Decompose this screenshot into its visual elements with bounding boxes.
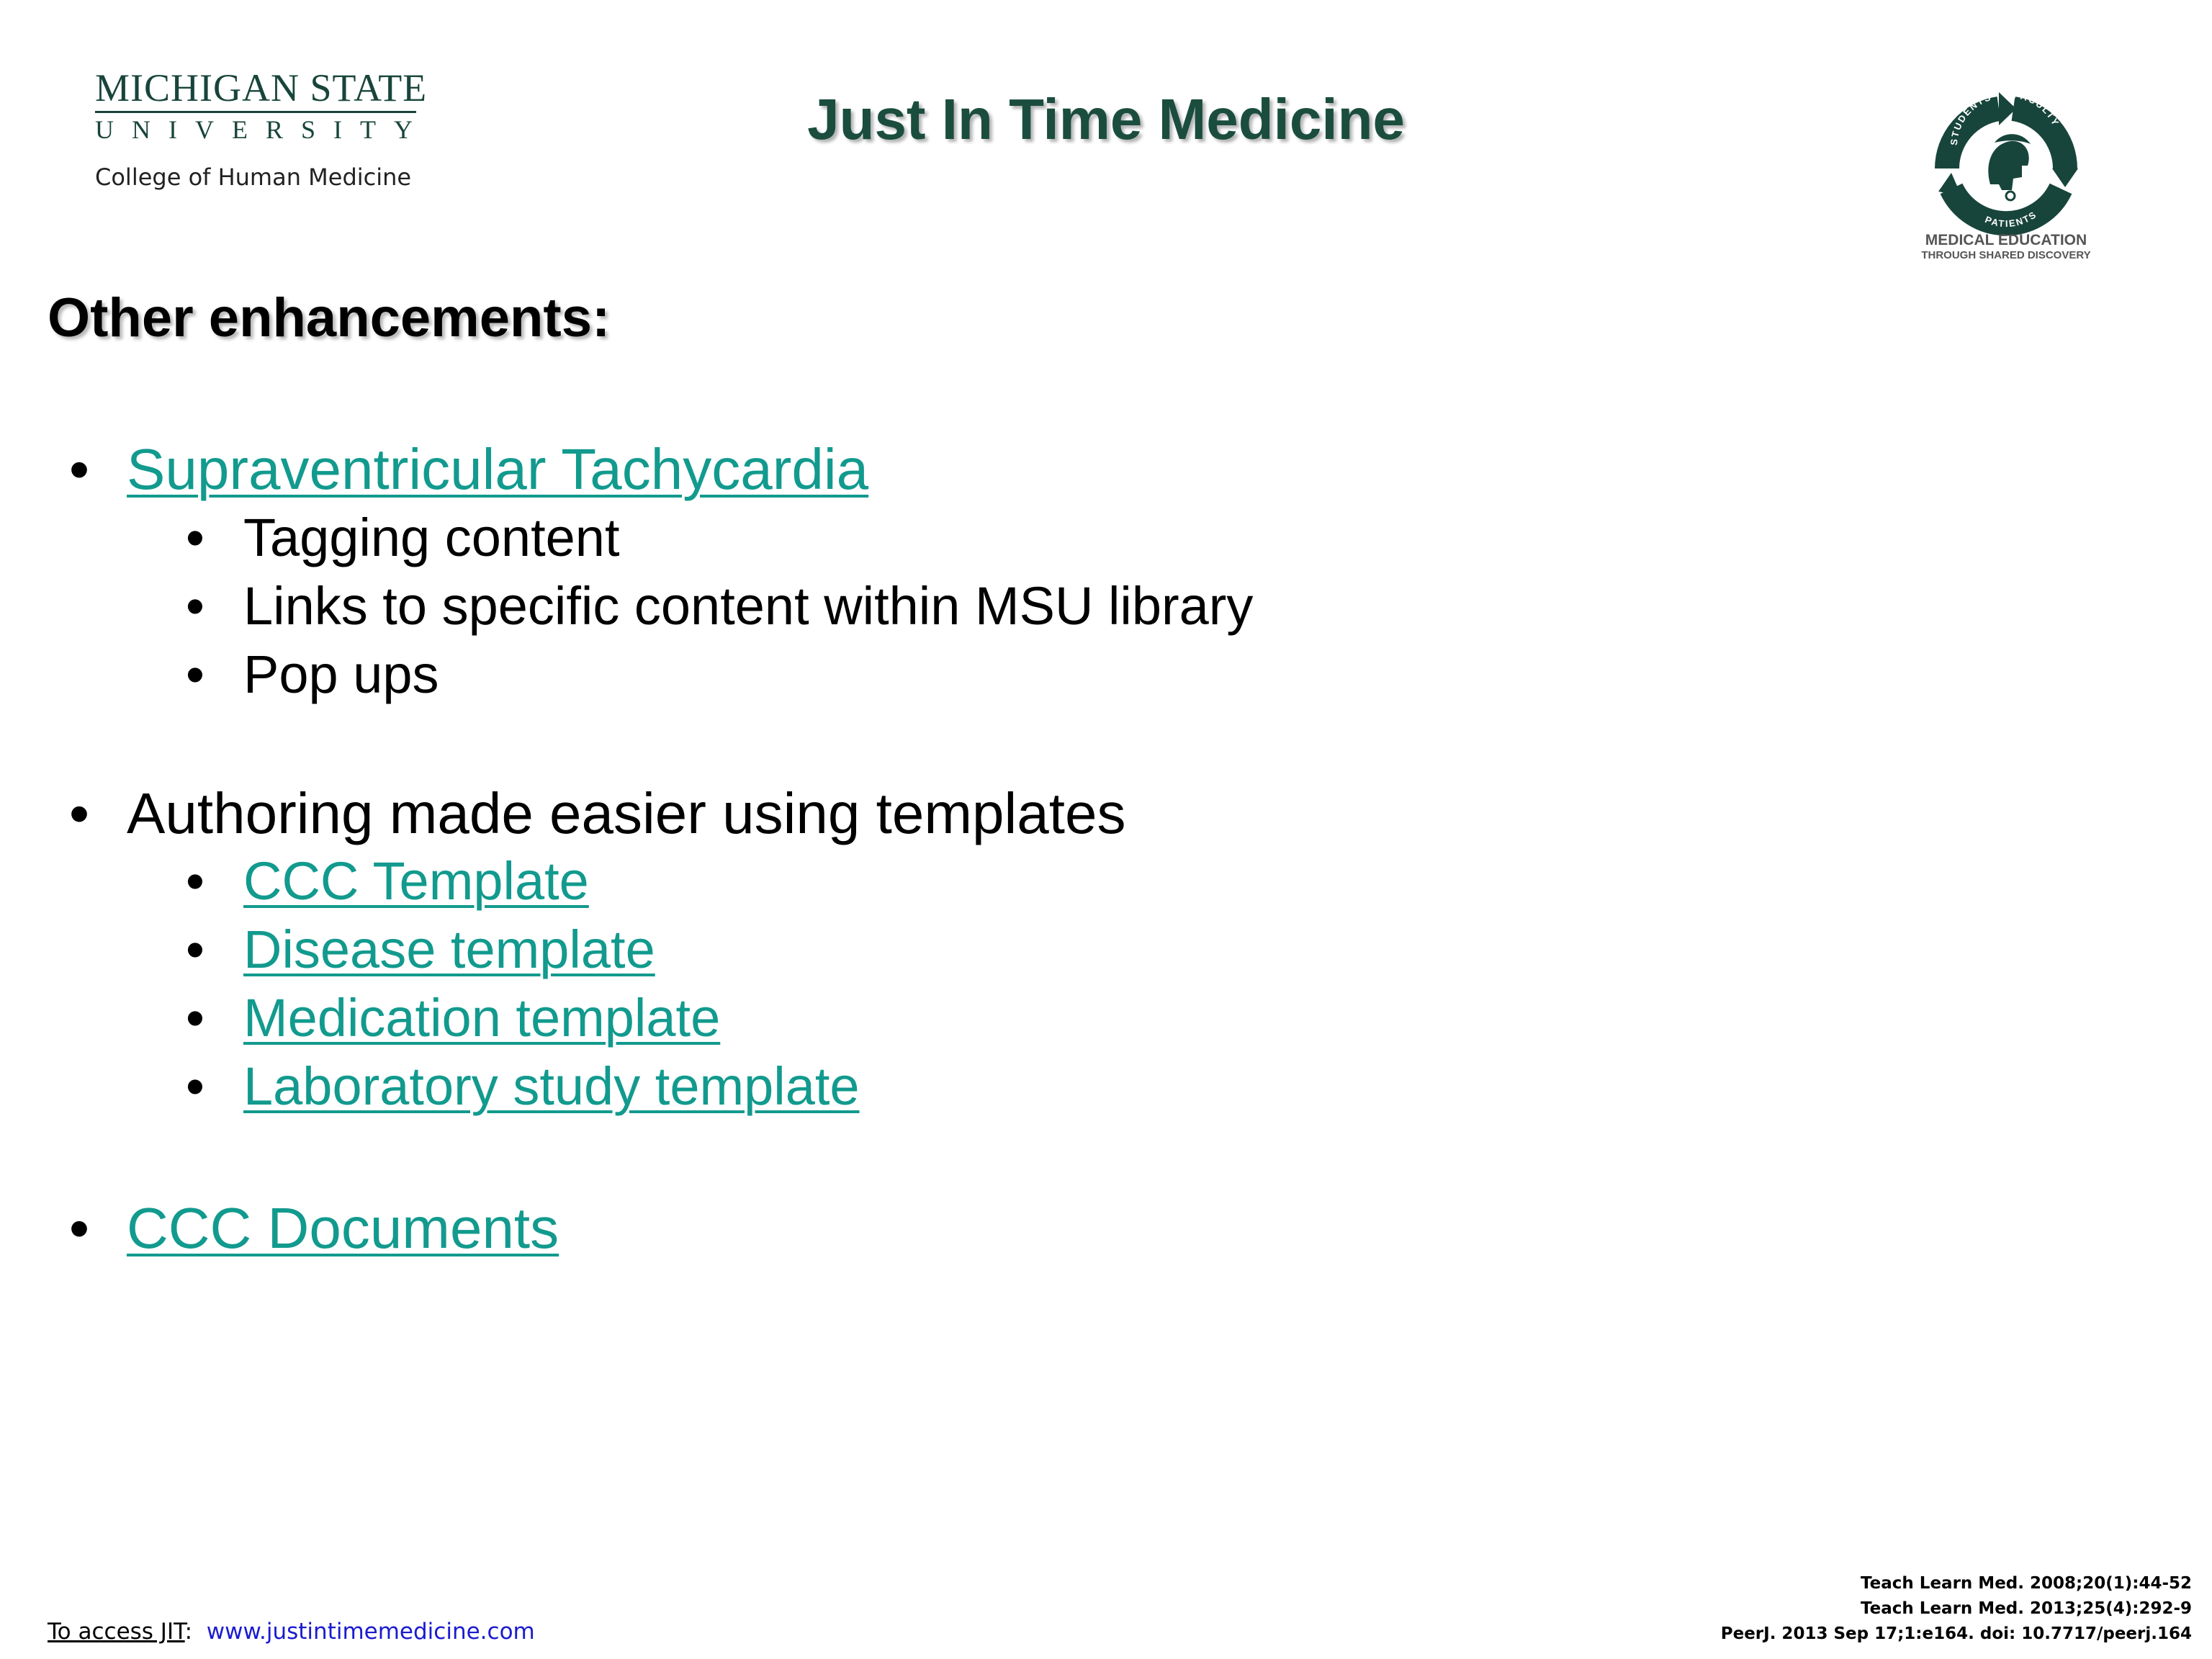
med-ed-caption-line1: MEDICAL EDUCATION (1925, 232, 2087, 248)
section-heading: Other enhancements: (48, 287, 611, 349)
bullet-icon: • (69, 781, 90, 845)
jit-url-link[interactable]: www.justintimemedicine.com (206, 1619, 535, 1645)
footer-access (48, 1619, 535, 1645)
med-ed-caption (1898, 232, 2114, 261)
sub-item-text: Links to specific content within MSU library (243, 576, 1254, 636)
bullet-icon: • (69, 437, 90, 501)
list-item-text: Authoring made easier using templates (127, 781, 1126, 845)
sub-item-text: Tagging content (243, 508, 620, 567)
bullet-icon: • (186, 576, 204, 636)
access-label: To access JIT (48, 1619, 185, 1645)
references (1721, 1571, 2192, 1647)
bullet-icon: • (186, 1056, 204, 1116)
medication-template-link[interactable]: Medication template (243, 988, 721, 1048)
bullet-icon: • (186, 988, 204, 1048)
ring-word-faculty: FACULTY (2013, 89, 2062, 129)
bullet-icon: • (186, 920, 204, 979)
med-ed-caption-line2: THROUGH SHARED DISCOVERY (1921, 249, 2091, 261)
msu-university-word: UNIVERSITY (95, 115, 431, 144)
bullet-icon: • (69, 1196, 90, 1260)
bullet-icon: • (186, 508, 204, 567)
access-separator: : (184, 1619, 193, 1645)
bullet-icon: • (186, 644, 204, 704)
slide-title: Just In Time Medicine (807, 87, 1405, 151)
reference-item: Teach Learn Med. 2013;25(4):292-9 (1861, 1599, 2192, 1618)
bullet-icon: • (186, 851, 204, 911)
ring-word-patients: PATIENTS (1983, 208, 2039, 230)
helmet-icon (1988, 134, 2031, 200)
laboratory-study-template-link[interactable]: Laboratory study template (243, 1056, 860, 1116)
msu-name: MICHIGAN STATE (95, 66, 428, 109)
ccc-documents-link[interactable]: CCC Documents (127, 1196, 559, 1260)
college-name: College of Human Medicine (95, 163, 412, 191)
sub-item-text: Pop ups (243, 644, 439, 704)
disease-template-link[interactable]: Disease template (243, 920, 655, 979)
ccc-template-link[interactable]: CCC Template (243, 851, 589, 911)
ring-word-students: STUDENTS (1948, 91, 1994, 146)
reference-item: PeerJ. 2013 Sep 17;1:e164. doi: 10.7717/peerj.164 (1720, 1624, 2192, 1643)
supraventricular-tachycardia-link[interactable]: Supraventricular Tachycardia (127, 437, 869, 501)
reference-item: Teach Learn Med. 2008;20(1):44-52 (1861, 1574, 2192, 1593)
